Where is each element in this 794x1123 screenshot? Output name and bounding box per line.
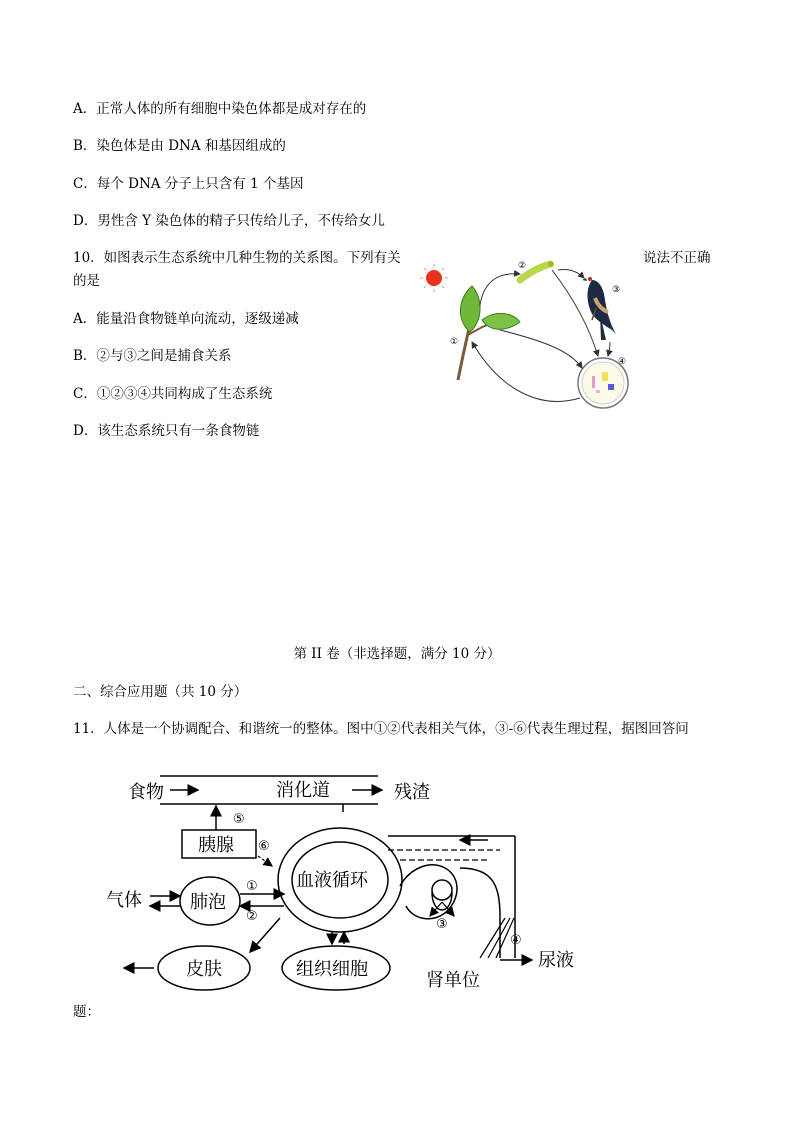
residue-label: 残渣 bbox=[394, 782, 430, 803]
process-3-label: ③ bbox=[436, 917, 448, 932]
q9-option-d: D．男性含 Y 染色体的精子只传给儿子，不传给女儿 bbox=[73, 213, 385, 229]
gas-label: 气体 bbox=[106, 890, 142, 911]
q10-stem-end: 说法不正确 bbox=[643, 250, 711, 266]
process-5-label: ⑤ bbox=[233, 812, 245, 827]
urine-label: 尿液 bbox=[538, 950, 574, 971]
digestive-tract-label: 消化道 bbox=[276, 780, 330, 801]
volume-title: 第 II 卷（非选择题，满分 10 分） bbox=[293, 646, 501, 662]
alveoli-label: 肺泡 bbox=[190, 892, 226, 913]
ecosystem-figure bbox=[420, 250, 640, 415]
skin-label: 皮肤 bbox=[186, 959, 222, 980]
sun-icon bbox=[420, 264, 448, 292]
blood-circulation-label: 血液循环 bbox=[296, 870, 368, 891]
figure-label-2: ② bbox=[518, 261, 527, 271]
figure-label-4: ④ bbox=[618, 357, 627, 367]
figure-label-3: ③ bbox=[612, 285, 621, 295]
q10-option-a: A．能量沿食物链单向流动，逐级递减 bbox=[73, 311, 299, 327]
pancreas-label: 胰腺 bbox=[198, 835, 234, 856]
q11-trailing: 题： bbox=[73, 1004, 100, 1020]
bird-icon bbox=[582, 277, 616, 340]
q11-stem: 11．人体是一个协调配合、和谐统一的整体。图中①②代表相关气体，③-⑥代表生理过程，据图回答问 bbox=[73, 721, 689, 737]
q10-option-d: D．该生态系统只有一条食物链 bbox=[73, 423, 260, 439]
gas-1-label: ① bbox=[246, 879, 258, 894]
q9-option-c: C．每个 DNA 分子上只含有 1 个基因 bbox=[73, 176, 304, 192]
process-4-label: ④ bbox=[510, 933, 522, 948]
tissue-cells-label: 组织细胞 bbox=[296, 959, 368, 980]
q10-option-b: B．②与③之间是捕食关系 bbox=[73, 348, 232, 364]
food-label: 食物 bbox=[128, 782, 164, 803]
q10-stem-line2: 的是 bbox=[73, 273, 100, 289]
figure-label-1: ① bbox=[450, 337, 459, 347]
physiology-diagram bbox=[100, 768, 590, 998]
process-6-label: ⑥ bbox=[258, 839, 270, 854]
q10-option-c: C．①②③④共同构成了生态系统 bbox=[73, 386, 273, 402]
gas-2-label: ② bbox=[246, 909, 258, 924]
q10-stem-start: 10．如图表示生态系统中几种生物的关系图。下列有关 bbox=[73, 250, 401, 266]
nephron-label: 肾单位 bbox=[426, 970, 480, 991]
section-heading: 二、综合应用题（共 10 分） bbox=[73, 684, 248, 700]
q9-option-b: B．染色体是由 DNA 和基因组成的 bbox=[73, 138, 286, 154]
q9-option-a: A．正常人体的所有细胞中染色体都是成对存在的 bbox=[73, 101, 367, 117]
